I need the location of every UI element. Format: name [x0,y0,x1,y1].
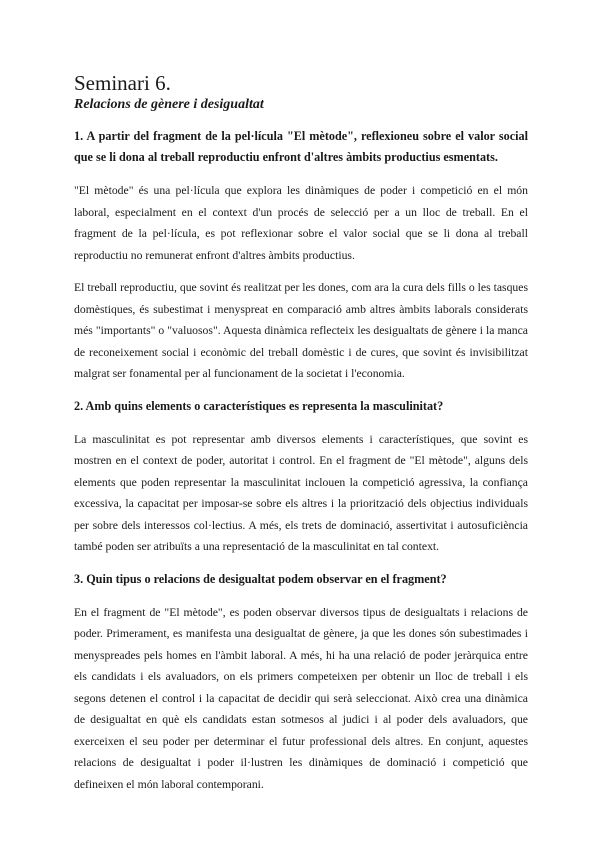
section-1 [74,126,528,385]
section-2 [74,396,528,558]
answer-1-paragraph-2: El treball reproductiu, que sovint és realitzat per les dones, com ara la cura dels fills o les tasques domèstiques, és subestimat i menyspreat en comparació amb altres àmbits laborals considerats més "importants" o "valuosos". Aquesta dinàmica reflecteix les desigualtats de gènere i la manca de reconeixement social i econòmic del treball domèstic i de cures, que sovint és invisibilitzat malgrat ser fonamental per al funcionament de la societat i l'economia. [74,281,528,380]
section-3 [74,569,528,796]
document-title: Seminari 6. [74,71,171,95]
question-2: 2. Amb quins elements o característiques es representa la masculinitat? [74,398,444,413]
answer-3-paragraph-1: En el fragment de "El mètode", es poden observar diversos tipus de desigualtats i relacions de poder. Primerament, es manifesta una desigualtat de gènere, ja que les dones són subestimades i menyspreades pels homes en l'àmbit laboral. A més, hi ha una relació de poder jeràrquica entre els candidats i els avaluadors, on els primers competeixen per obtenir un lloc de treball i els segons detenen el control i la capacitat de decidir qui serà seleccionat. Això crea una dinàmica de desigualtat en què els candidats estan sotmesos al judici i al poder dels avaluadors, que exerceixen el seu poder per determinar el futur professional dels altres. En conjunt, aquestes relacions de desigualtat i poder il·lustren les dinàmiques de dominació i competició que defineixen el món laboral contemporani. [74,605,528,791]
document-subtitle: Relacions de gènere i desigualtat [74,97,264,112]
answer-2-paragraph-1: La masculinitat es pot representar amb diversos elements i característiques, que sovint es mostren en el context de poder, autoritat i control. En el fragment de "El mètode", alguns dels elements que poden representar la masculinitat inclouen la competició agressiva, la confiança excessiva, la capacitat per imposar-se sobre els altres i la priorització dels objectius individuals per sobre dels interessos col·lectius. A més, els trets de dominació, assertivitat i autosuficiència també poden ser atribuïts a una representació de la masculinitat en tal context. [74,432,528,553]
document-page [74,70,528,806]
question-3: 3. Quin tipus o relacions de desigualtat podem observar en el fragment? [74,571,447,586]
answer-1-paragraph-1: "El mètode" és una pel·lícula que explora les dinàmiques de poder i competició en el món laboral, especialment en el context d'un procés de selecció per a un lloc de treball. En el fragment de la pel·lícula, es pot reflexionar sobre el valor social que se li dona al treball reproductiu no remunerat enfront d'altres àmbits productius. [74,184,528,262]
question-1: 1. A partir del fragment de la pel·lícula "El mètode", reflexioneu sobre el valor social que se li dona al treball reproductiu enfront d'altres àmbits productius esmentats. [74,129,528,164]
